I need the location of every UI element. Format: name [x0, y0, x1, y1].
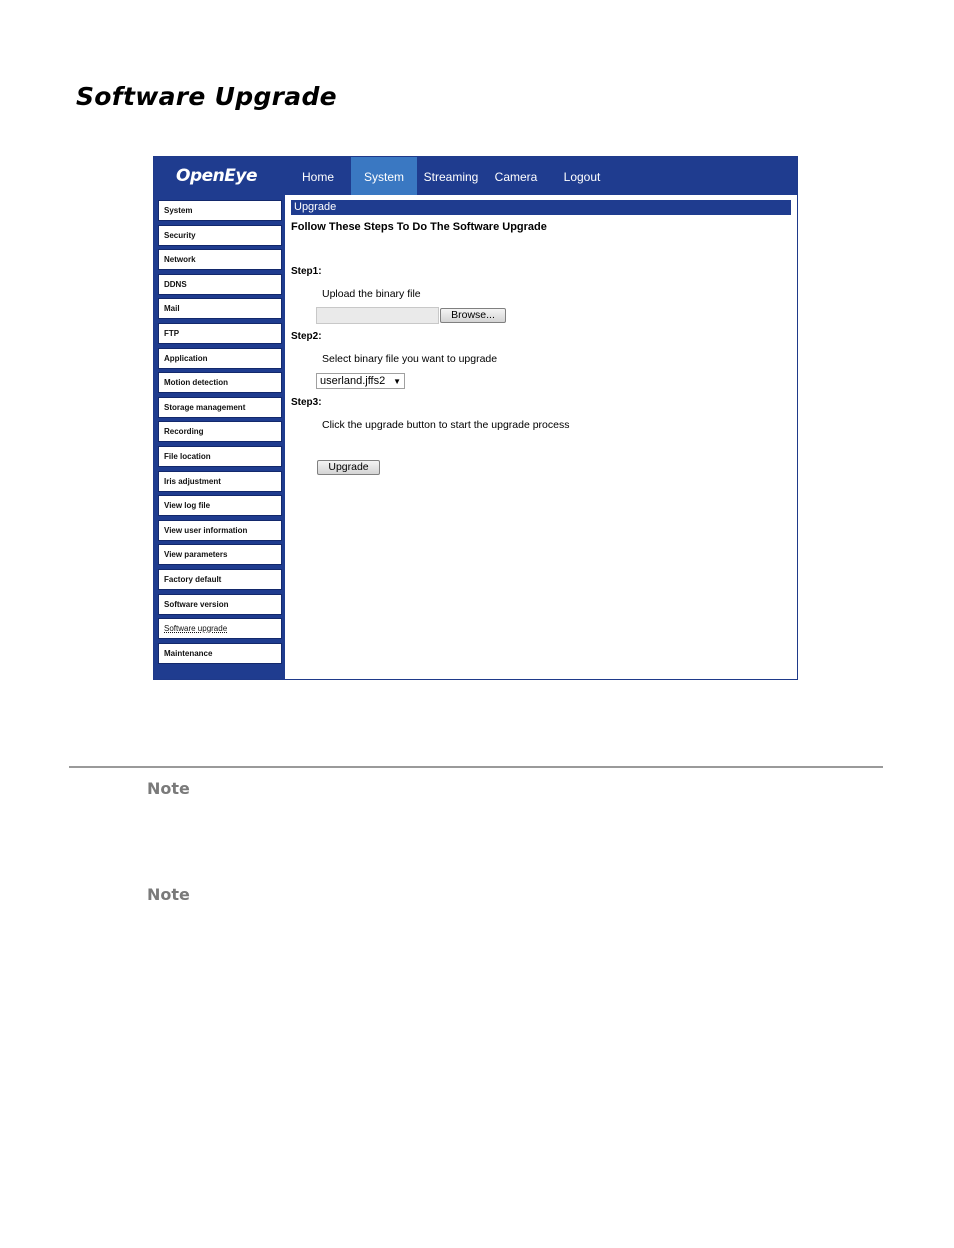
section-title-bar: Upgrade: [291, 200, 791, 215]
sidebar-item-view-user-information[interactable]: View user information: [158, 520, 282, 541]
sidebar-item-application[interactable]: Application: [158, 348, 282, 369]
sidebar-item-recording[interactable]: Recording: [158, 421, 282, 442]
page-title: Software Upgrade: [76, 82, 337, 111]
tab-system[interactable]: System: [351, 157, 417, 195]
sidebar-item-file-location[interactable]: File location: [158, 446, 282, 467]
upgrade-panel: [291, 200, 791, 473]
sidebar-item-storage-management[interactable]: Storage management: [158, 397, 282, 418]
step1-text: Upload the binary file: [322, 288, 421, 300]
top-navbar: [285, 157, 797, 195]
sidebar-item-ddns[interactable]: DDNS: [158, 274, 282, 295]
sidebar-item-view-parameters[interactable]: View parameters: [158, 544, 282, 565]
sidebar-item-maintenance[interactable]: Maintenance: [158, 643, 282, 664]
sidebar-item-network[interactable]: Network: [158, 249, 282, 270]
step2-text: Select binary file you want to upgrade: [322, 353, 498, 365]
sidebar-item-motion-detection[interactable]: Motion detection: [158, 372, 282, 393]
browse-button[interactable]: Browse...: [440, 308, 506, 323]
upgrade-button[interactable]: Upgrade: [317, 460, 380, 475]
tab-home[interactable]: Home: [301, 170, 334, 184]
step2-label: Step2:: [291, 331, 322, 342]
upgrade-heading: Follow These Steps To Do The Software Upgrade: [291, 221, 547, 233]
tab-camera[interactable]: Camera: [494, 170, 538, 184]
step3-text: Click the upgrade button to start the upgrade process: [322, 419, 570, 431]
note-label-2: Note: [147, 885, 190, 904]
sidebar-menu: [158, 200, 282, 667]
chevron-down-icon: ▼: [393, 377, 401, 386]
binary-file-select[interactable]: [316, 373, 405, 389]
file-path-input[interactable]: [316, 307, 439, 324]
sidebar-item-security[interactable]: Security: [158, 225, 282, 246]
divider: [69, 766, 883, 768]
note-label-1: Note: [147, 779, 190, 798]
openeye-logo: OpenEye: [176, 166, 257, 186]
sidebar-item-view-log-file[interactable]: View log file: [158, 495, 282, 516]
tab-streaming[interactable]: Streaming: [423, 170, 479, 184]
sidebar-item-ftp[interactable]: FTP: [158, 323, 282, 344]
sidebar-item-software-version[interactable]: Software version: [158, 594, 282, 615]
sidebar-item-software-upgrade[interactable]: Software upgrade: [158, 618, 282, 639]
sidebar-item-iris-adjustment[interactable]: Iris adjustment: [158, 471, 282, 492]
tab-logout[interactable]: Logout: [563, 170, 601, 184]
web-ui-screenshot: [153, 156, 798, 680]
step3-label: Step3:: [291, 397, 322, 408]
sidebar-item-factory-default[interactable]: Factory default: [158, 569, 282, 590]
sidebar: [154, 157, 285, 679]
sidebar-item-system[interactable]: System: [158, 200, 282, 221]
select-value: userland.jffs2: [320, 375, 386, 387]
sidebar-item-mail[interactable]: Mail: [158, 298, 282, 319]
step1-label: Step1:: [291, 266, 322, 277]
